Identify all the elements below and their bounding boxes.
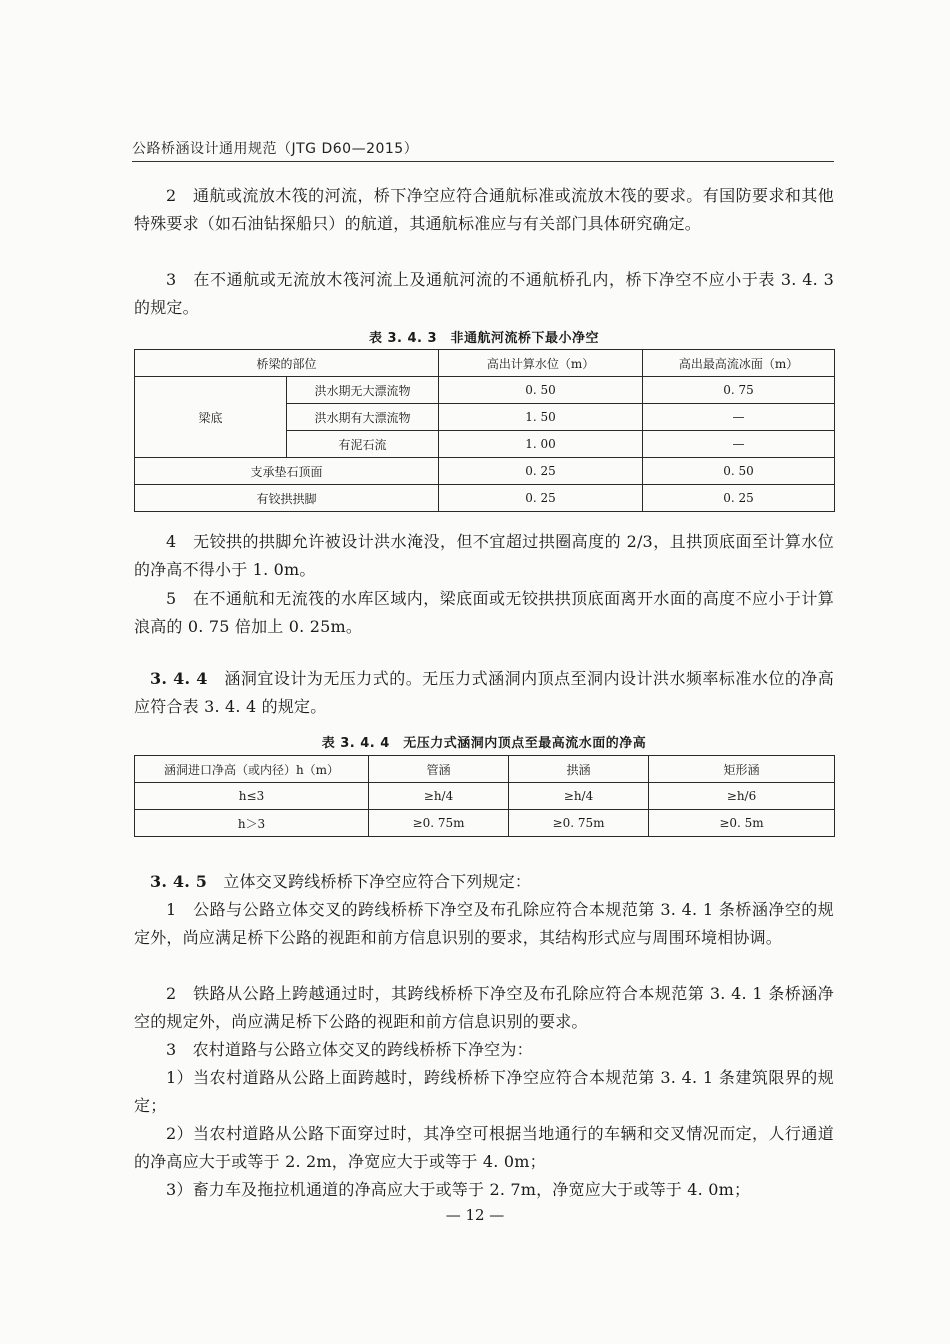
paragraph-item-2b: 2 铁路从公路上跨越通过时，其跨线桥桥下净空及布孔除应符合本规范第 3. 4. 1 条桥涵净空的规定外，尚应满足桥下公路的视距和前方信息识别的要求。 [134,984,834,1031]
table-cell: ≥h/6 [649,783,835,810]
table-caption-344: 表 3. 4. 4 无压力式涵洞内顶点至最高流水面的净高 [321,736,647,751]
paragraph-subitem-2: 2）当农村道路从公路下面穿过时，其净空可根据当地通行的车辆和交叉情况而定，人行通道的净高应大于或等于 2. 2m，净宽应大于或等于 4. 0m； [134,1124,834,1171]
table-cell: h＞3 [135,810,369,837]
paragraph-item-3b: 3 农村道路与公路立体交叉的跨线桥桥下净空为： [166,1040,533,1059]
table-header-row [135,350,835,377]
table-row [135,783,835,810]
table-cell: 有铰拱拱脚 [135,485,439,512]
table-cell: 0. 25 [439,458,643,485]
table-cell: 1. 00 [439,431,643,458]
table-cell: 洪水期有大漂流物 [287,404,439,431]
table-group-cell: 梁底 [135,377,287,458]
table-cell: 0. 75 [643,377,835,404]
clause-344 [134,665,834,721]
paragraph-item-4: 4 无铰拱的拱脚允许被设计洪水淹没，但不宜超过拱圈高度的 2/3，且拱顶底面至计算水位的净高不得小于 1. 0m。 [134,532,834,579]
table-header-row [135,756,835,783]
table-cell: ≥0. 75m [369,810,509,837]
paragraph-item-3: 3 在不通航或无流放木筏河流上及通航河流的不通航桥孔内，桥下净空不应小于表 3. 4. 3 的规定。 [134,270,834,317]
table-header-cell: 桥梁的部位 [135,350,439,377]
paragraph-subitem-3: 3）畜力车及拖拉机通道的净高应大于或等于 2. 7m，净宽应大于或等于 4. 0m； [166,1180,751,1199]
table-cell: 0. 25 [643,485,835,512]
clause-text: 立体交叉跨线桥桥下净空应符合下列规定： [207,872,532,891]
table-cell: ≥h/4 [509,783,649,810]
table-cell: ≥h/4 [369,783,509,810]
header-rule [132,161,834,162]
clause-number: 3. 4. 4 [150,669,208,688]
table-cell: h≤3 [135,783,369,810]
table-caption-343: 表 3. 4. 3 非通航河流桥下最小净空 [368,331,600,346]
table-cell: 有泥石流 [287,431,439,458]
table-header-cell: 拱涵 [509,756,649,783]
table-344 [134,755,835,837]
table-header-cell: 高出最高流冰面（m） [643,350,835,377]
table-cell: — [643,431,835,458]
table-cell: ≥0. 75m [509,810,649,837]
table-header-cell: 高出计算水位（m） [439,350,643,377]
running-header: 公路桥涵设计通用规范（JTG D60—2015） [132,141,419,157]
table-header-cell: 涵洞进口净高（或内径）h（m） [135,756,369,783]
paragraph-item-2: 2 通航或流放木筏的河流，桥下净空应符合通航标准或流放木筏的要求。有国防要求和其他特殊要求（如石油钻探船只）的航道，其通航标准应与有关部门具体研究确定。 [134,186,834,233]
table-row [135,377,835,404]
page-number: — 12 — [445,1206,505,1224]
table-cell: 0. 50 [439,377,643,404]
table-row [135,485,835,512]
paragraph-subitem-1: 1）当农村道路从公路上面跨越时，跨线桥桥下净空应符合本规范第 3. 4. 1 条建筑限界的规定； [134,1068,834,1115]
clause-text: 涵洞宜设计为无压力式的。无压力式涵洞内顶点至洞内设计洪水频率标准水位的净高应符合表 3. 4. 4 的规定。 [134,669,834,716]
clause-345 [134,868,834,896]
table-cell: 0. 50 [643,458,835,485]
table-header-cell: 矩形涵 [649,756,835,783]
table-cell: 1. 50 [439,404,643,431]
clause-number: 3. 4. 5 [150,872,208,891]
table-row [135,810,835,837]
table-row [135,458,835,485]
paragraph-item-1: 1 公路与公路立体交叉的跨线桥桥下净空及布孔除应符合本规范第 3. 4. 1 条桥涵净空的规定外，尚应满足桥下公路的视距和前方信息识别的要求，其结构形式应与周围环境相协调。 [134,900,834,947]
table-cell: 洪水期无大漂流物 [287,377,439,404]
table-343 [134,349,835,512]
table-cell: ≥0. 5m [649,810,835,837]
table-cell: 支承垫石顶面 [135,458,439,485]
table-cell: — [643,404,835,431]
paragraph-item-5: 5 在不通航和无流筏的水库区域内，梁底面或无铰拱拱顶底面离开水面的高度不应小于计算浪高的 0. 75 倍加上 0. 25m。 [134,589,834,636]
table-cell: 0. 25 [439,485,643,512]
table-header-cell: 管涵 [369,756,509,783]
